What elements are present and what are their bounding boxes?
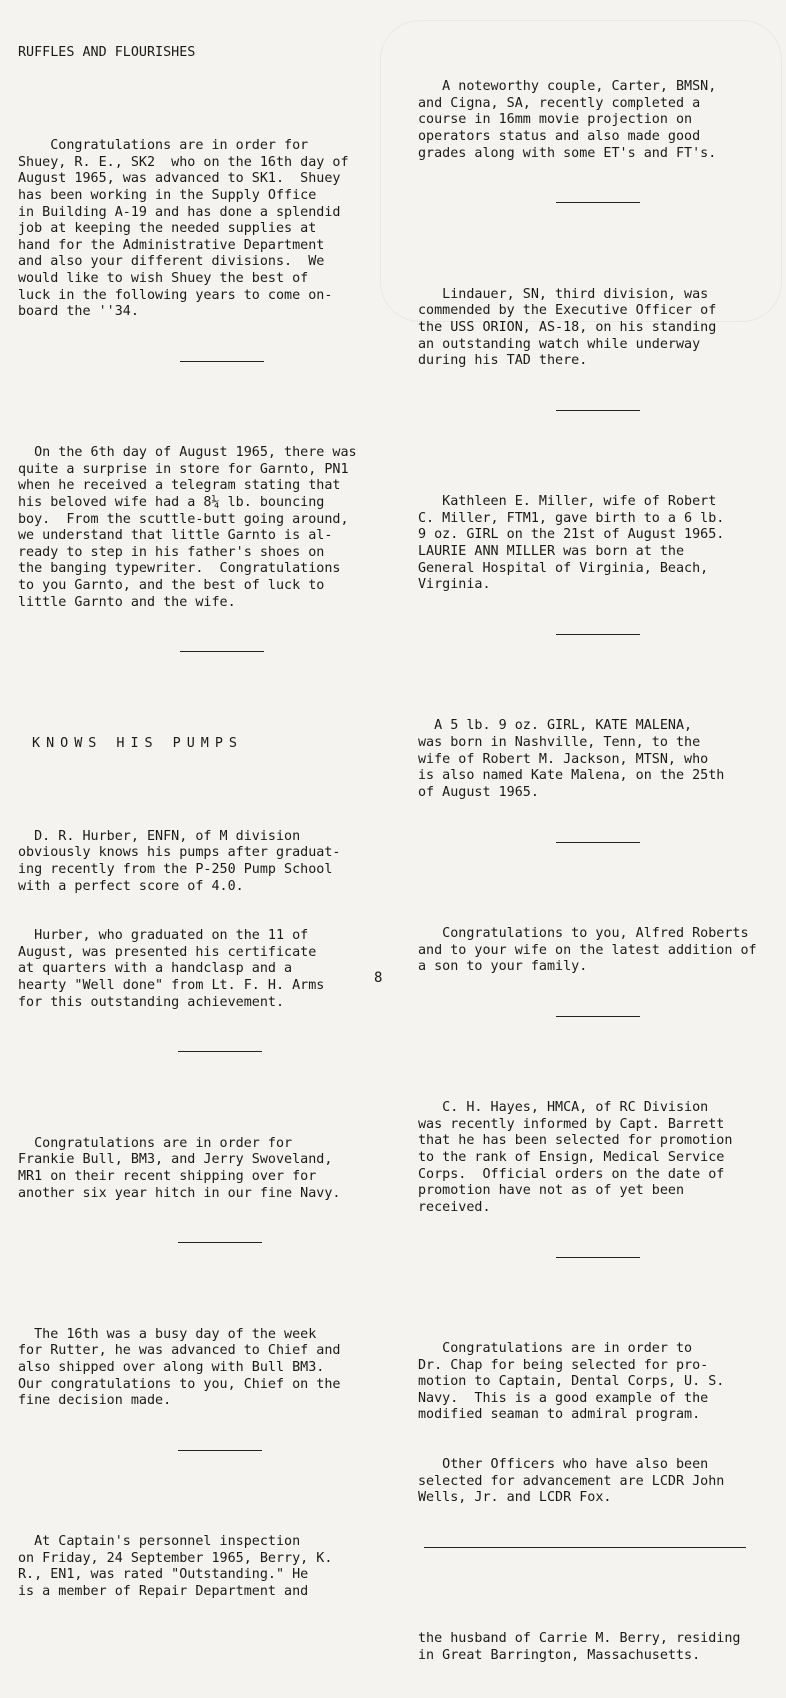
divider xyxy=(180,651,264,652)
divider xyxy=(556,202,640,203)
item-hurber: D. R. Hurber, ENFN, of M division obviously knows his pumps after graduat- ing recently from the P-250 Pump School with a perfect score of 4.0. xyxy=(18,828,341,894)
divider xyxy=(556,842,640,843)
item-roberts: Congratulations to you, Alfred Roberts and to your wife on the latest addition of a son to your family. xyxy=(418,925,757,975)
left-column xyxy=(18,12,390,1634)
divider xyxy=(424,1547,746,1548)
section-heading: RUFFLES AND FLOURISHES xyxy=(18,45,196,61)
divider xyxy=(556,410,640,411)
divider xyxy=(556,634,640,635)
knows-his-pumps-title: KNOWS HIS PUMPS xyxy=(18,735,243,751)
item-garnto: On the 6th day of August 1965, there was quite a surprise in store for Garnto, PN1 when he received a telegram stating that his beloved wife had a 8¼ lb. bouncing boy. From the scuttle-butt going around, we understand that little Garnto is al- ready to step in his father's shoes on the banging typewriter. Congratulations to you Garnto, and the best of luck to little Garnto and the wife. xyxy=(18,445,357,610)
divider xyxy=(180,361,264,362)
item-rutter: The 16th was a busy day of the week for Rutter, he was advanced to Chief and also shipped over along with Bull BM3. Our congratulations to you, Chief on the fine decision made. xyxy=(18,1326,341,1409)
item-berry: At Captain's personnel inspection on Friday, 24 September 1965, Berry, K. R., EN1, was rated "Outstanding." He is a member of Repair Department and xyxy=(18,1534,333,1600)
item-lindauer: Lindauer, SN, third division, was commended by the Executive Officer of the USS ORION, AS-18, on his standing an outstanding watch while underway during his TAD there. xyxy=(418,286,717,369)
divider xyxy=(178,1242,262,1243)
item-other-officers: Other Officers who have also been selected for advancement are LCDR John Wells, Jr. and LCDR Fox. xyxy=(418,1457,725,1506)
item-carter-cigna: A noteworthy couple, Carter, BMSN, and Cigna, SA, recently completed a course in 16mm movie projection on operators status and also made good grades along with some ET's and FT's. xyxy=(418,79,717,161)
item-jackson: A 5 lb. 9 oz. GIRL, KATE MALENA, was born in Nashville, Tenn, to the wife of Robert M. Jackson, MTSN, who is also named Kate Malena, on the 25th of August 1965. xyxy=(418,718,725,800)
item-miller: Kathleen E. Miller, wife of Robert C. Miller, FTM1, gave birth to a 6 lb. 9 oz. GIRL on the 21st of August 1965. LAURIE ANN MILLER was born at the General Hospital of Virginia, Beach, Virginia. xyxy=(418,494,725,593)
divider xyxy=(556,1257,640,1258)
divider xyxy=(556,1016,640,1017)
divider xyxy=(178,1051,262,1052)
item-hurber-2: Hurber, who graduated on the 11 of August, was presented his certificate at quarters with a handclasp and a hearty "Well done" from Lt. F. H. Arms for this outstanding achievement. xyxy=(18,928,325,1010)
page-number: 8 xyxy=(374,970,383,986)
item-shuey: Congratulations are in order for Shuey, R. E., SK2 who on the 16th day of August 1965, was advanced to SK1. Shuey has been working in the Supply Office in Building A-19 and has done a splendid job at keeping the needed supplies at hand for the Administrative Department and also your different divisions. We would like to wish Shuey the best of luck in the following years to come on- board the ''34. xyxy=(18,138,349,320)
item-hayes: C. H. Hayes, HMCA, of RC Division was recently informed by Capt. Barrett that he has been selected for promotion to the rank of Ensign, Medical Service Corps. Official orders on the date of promotion have not as of yet been received. xyxy=(418,1100,733,1215)
right-column xyxy=(418,46,780,1698)
divider xyxy=(178,1450,262,1451)
item-bull-swoveland: Congratulations are in order for Frankie Bull, BM3, and Jerry Swoveland, MR1 on their recent shipping over for another six year hitch in our fine Navy. xyxy=(18,1135,341,1201)
item-chap: Congratulations are in order to Dr. Chap for being selected for pro- motion to Captain, Dental Corps, U. S. Navy. This is a good example of the modified seaman to admiral program. xyxy=(418,1340,725,1423)
item-berry-continued: the husband of Carrie M. Berry, residing in Great Barrington, Massachusetts. xyxy=(418,1631,741,1664)
